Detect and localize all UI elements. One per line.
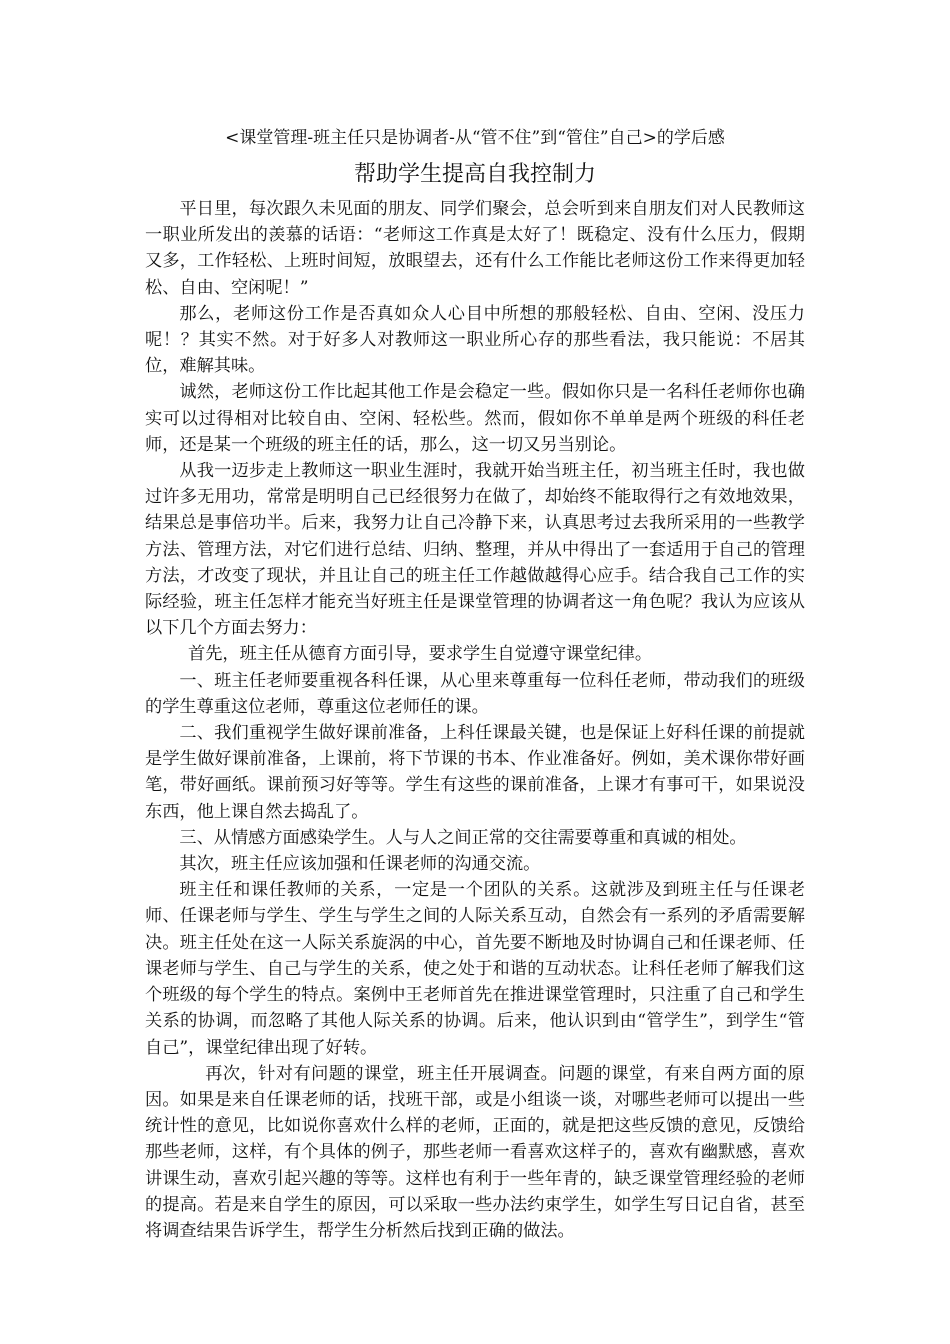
paragraph: 首先，班主任从德育方面引导，要求学生自觉遵守课堂纪律。 (188, 644, 653, 665)
paragraph: 其次，班主任应该加强和任课老师的沟通交流。 (179, 854, 541, 875)
document-subtitle: <课堂管理-班主任只是协调者-从“管不住”到“管住”自己>的学后感 (225, 128, 725, 148)
paragraph: 三、从情感方面感染学生。人与人之间正常的交往需要尊重和真诚的相处。 (179, 827, 747, 848)
paragraph: 一、班主任老师要重视各科任课，从心里来尊重每一位科任老师，带动我们的班级的学生尊重这位老师，尊重这位老师任的课。 (145, 670, 805, 717)
paragraph: 诚然，老师这份工作比起其他工作是会稳定一些。假如你只是一名科任老师你也确实可以过得相对比较自由、空闲、轻松些。然而，假如你不单单是两个班级的科任老师，还是某一个班级的班主任的话，那么，这一切又另当别论。 (145, 382, 805, 455)
paragraph: 平日里，每次跟久未见面的朋友、同学们聚会，总会听到来自朋友们对人民教师这一职业所发出的羡慕的话语：“老师这工作真是太好了！既稳定、没有什么压力，假期又多，工作轻松、上班时间短，放眼望去，还有什么工作能比老师这份工作来得更加轻松、自由、空闲呢！” (145, 199, 805, 298)
paragraph: 从我一迈步走上教师这一职业生涯时，我就开始当班主任，初当班主任时，我也做过许多无用功，常常是明明自己已经很努力在做了，却始终不能取得行之有效地效果，结果总是事倍功半。后来，我努力让自己冷静下来，认真思考过去我所采用的一些教学方法、管理方法，对它们进行总结、归纳、整理，并从中得出了一套适用于自己的管理方法，才改变了现状，并且让自己的班主任工作越做越得心应手。结合我自己工作的实际经验，班主任怎样才能充当好班主任是课堂管理的协调者这一角色呢？我认为应该从以下几个方面去努力： (145, 461, 805, 639)
paragraph: 再次，针对有问题的课堂，班主任开展调查。问题的课堂，有来自两方面的原因。如果是来自任课老师的话，找班干部，或是小组谈一谈，对哪些老师可以提出一些统计性的意见，比如说你喜欢什么样的老师，正面的，就是把这些反馈的意见，反馈给那些老师，这样，有个具体的例子，那些老师一看喜欢这样子的，喜欢有幽默感，喜欢讲课生动，喜欢引起兴趣的等等。这样也有利于一些年青的，缺乏课堂管理经验的老师的提高。若是来自学生的原因，可以采取一些办法约束学生，如学生写日记自省，甚至将调查结果告诉学生，帮学生分析然后找到正确的做法。 (145, 1063, 805, 1241)
paragraph: 那么，老师这份工作是否真如众人心目中所想的那般轻松、自由、空闲、没压力呢！？其实不然。对于好多人对教师这一职业所心存的那些看法，我只能说：不居其位，难解其味。 (145, 303, 805, 377)
document-body (145, 196, 805, 1244)
paragraph: 班主任和课任教师的关系，一定是一个团队的关系。这就涉及到班主任与任课老师、任课老师与学生、学生与学生之间的人际关系互动，自然会有一系列的矛盾需要解决。班主任处在这一人际关系旋涡的中心，首先要不断地及时协调自己和任课老师、任课老师与学生、自己与学生的关系，使之处于和谐的互动状态。让科任老师了解我们这个班级的每个学生的特点。案例中王老师首先在推进课堂管理时，只注重了自己和学生关系的协调，而忽略了其他人际关系的协调。后来，他认识到由“管学生”，到学生“管自己”，课堂纪律出现了好转。 (145, 880, 805, 1058)
paragraph: 二、我们重视学生做好课前准备，上科任课最关键，也是保证上好科任课的前提就是学生做好课前准备，上课前，将下节课的书本、作业准备好。例如，美术课你带好画笔，带好画纸。课前预习好等等。学生有这些的课前准备，上课才有事可干，如果说没东西，他上课自然去捣乱了。 (145, 723, 805, 822)
document-title: 帮助学生提高自我控制力 (353, 162, 596, 187)
